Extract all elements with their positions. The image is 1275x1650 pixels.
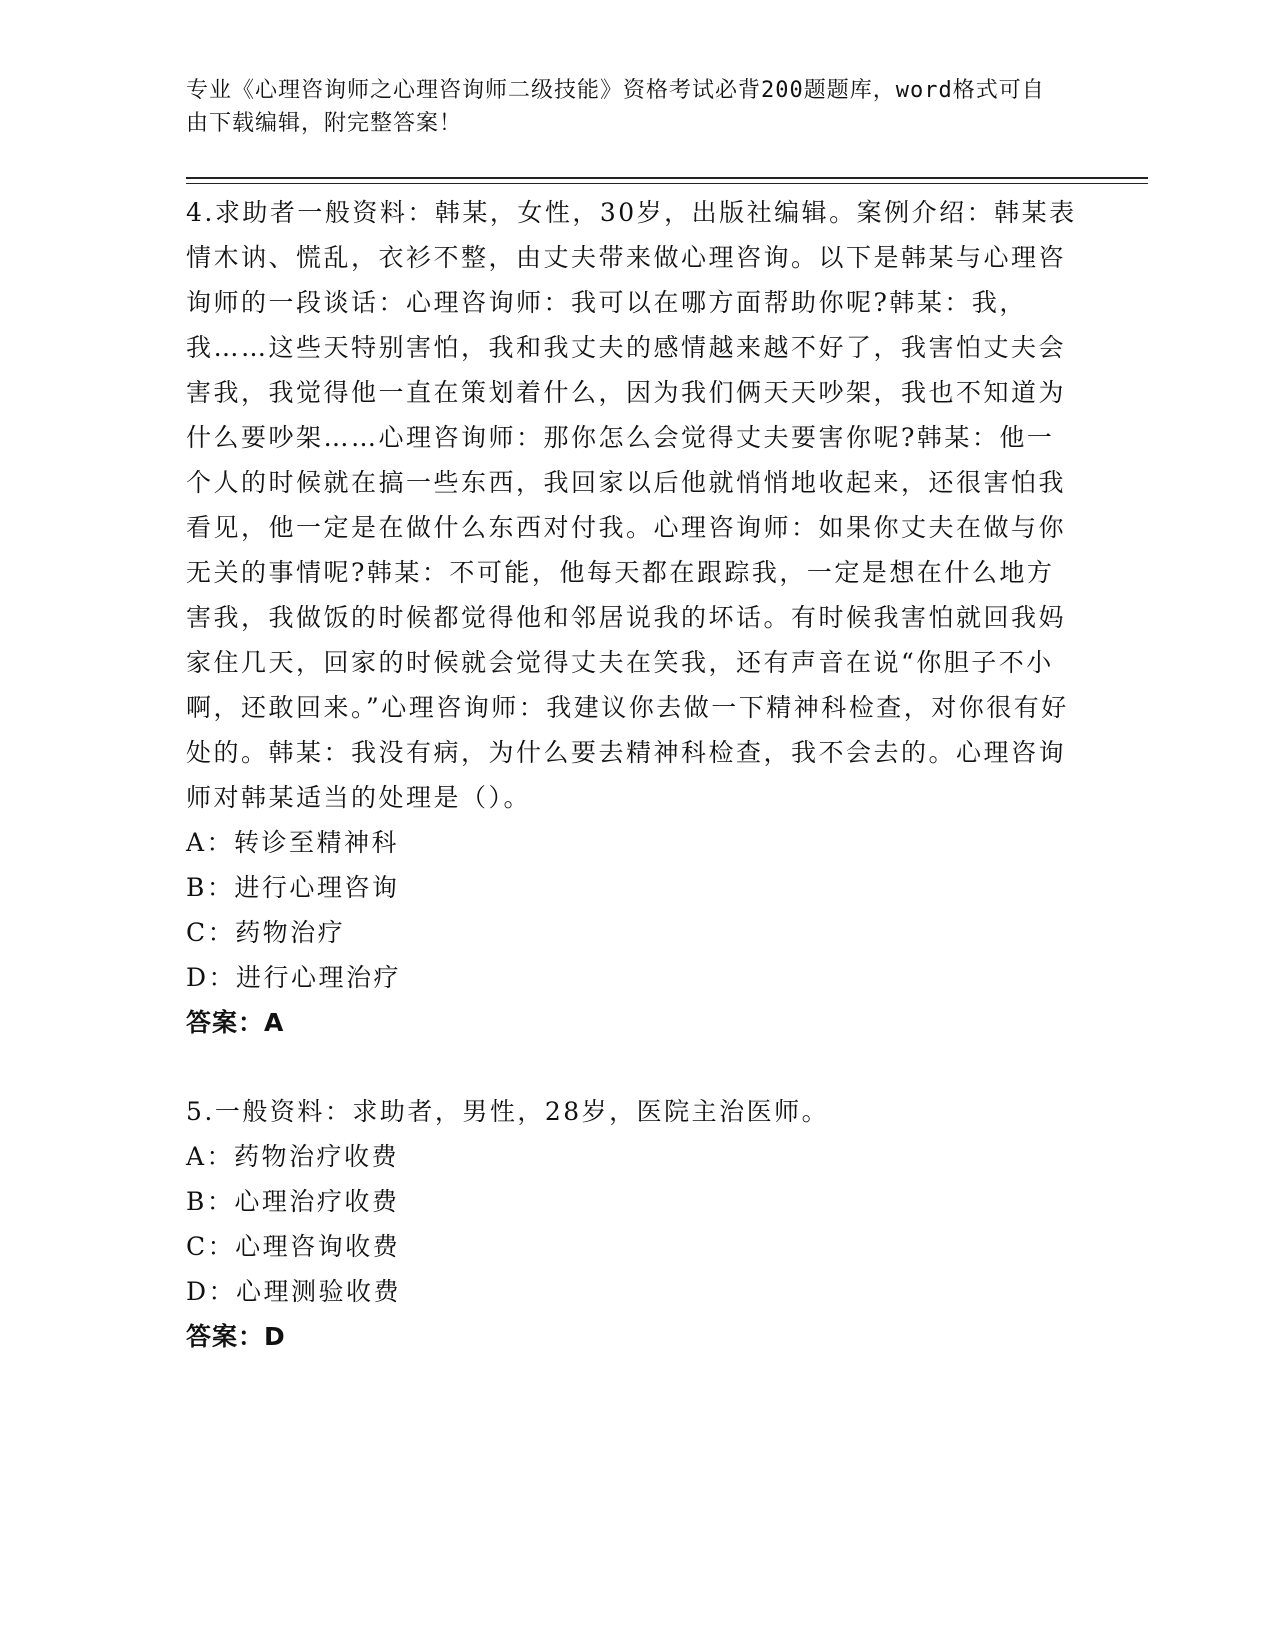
option-c: C：药物治疗 — [186, 918, 346, 947]
question-4 — [186, 190, 1081, 1045]
answer-label: 答案：D — [186, 1322, 286, 1351]
question-stem: 4.求助者一般资料：韩某，女性，30岁，出版社编辑。案例介绍：韩某表情木讷、慌乱，衣衫不整，由丈夫带来做心理咨询。以下是韩某与心理咨询师的一段谈话：心理咨询师：我可以在哪方面帮助你呢?韩某：我，我……这些天特别害怕，我和我丈夫的感情越来越不好了，我害怕丈夫会害我，我觉得他一直在策划着什么，因为我们俩天天吵架，我也不知道为什么要吵架……心理咨询师：那你怎么会觉得丈夫要害你呢?韩某：他一个人的时候就在搞一些东西，我回家以后他就悄悄地收起来，还很害怕我看见，他一定是在做什么东西对付我。心理咨询师：如果你丈夫在做与你无关的事情呢?韩某：不可能，他每天都在跟踪我，一定是想在什么地方害我，我做饭的时候都觉得他和邻居说我的坏话。有时候我害怕就回我妈家住几天，回家的时候就会觉得丈夫在笑我，还有声音在说“你胆子不小啊，还敢回来。”心理咨询师：我建议你去做一下精神科检查，对你很有好处的。韩某：我没有病，为什么要去精神科检查，我不会去的。心理咨询师对韩某适当的处理是（）。 — [186, 198, 1077, 812]
header-divider-thick — [186, 177, 1148, 179]
option-c: C：心理咨询收费 — [186, 1232, 401, 1261]
question-stem: 5.一般资料：求助者，男性，28岁，医院主治医师。 — [186, 1097, 830, 1126]
option-b: B：心理治疗收费 — [186, 1187, 400, 1216]
answer-label: 答案：A — [186, 1008, 285, 1037]
option-b: B：进行心理咨询 — [186, 873, 400, 902]
header-divider-thin — [186, 183, 1148, 184]
page-header: 专业《心理咨询师之心理咨询师二级技能》资格考试必背200题题库，word格式可自由下载编辑，附完整答案！ — [186, 78, 1045, 136]
question-list — [186, 190, 1081, 1359]
option-a: A：药物治疗收费 — [186, 1142, 400, 1171]
option-d: D：心理测验收费 — [186, 1277, 402, 1306]
option-a: A：转诊至精神科 — [186, 828, 400, 857]
option-d: D：进行心理治疗 — [186, 963, 402, 992]
question-5 — [186, 1089, 1081, 1359]
